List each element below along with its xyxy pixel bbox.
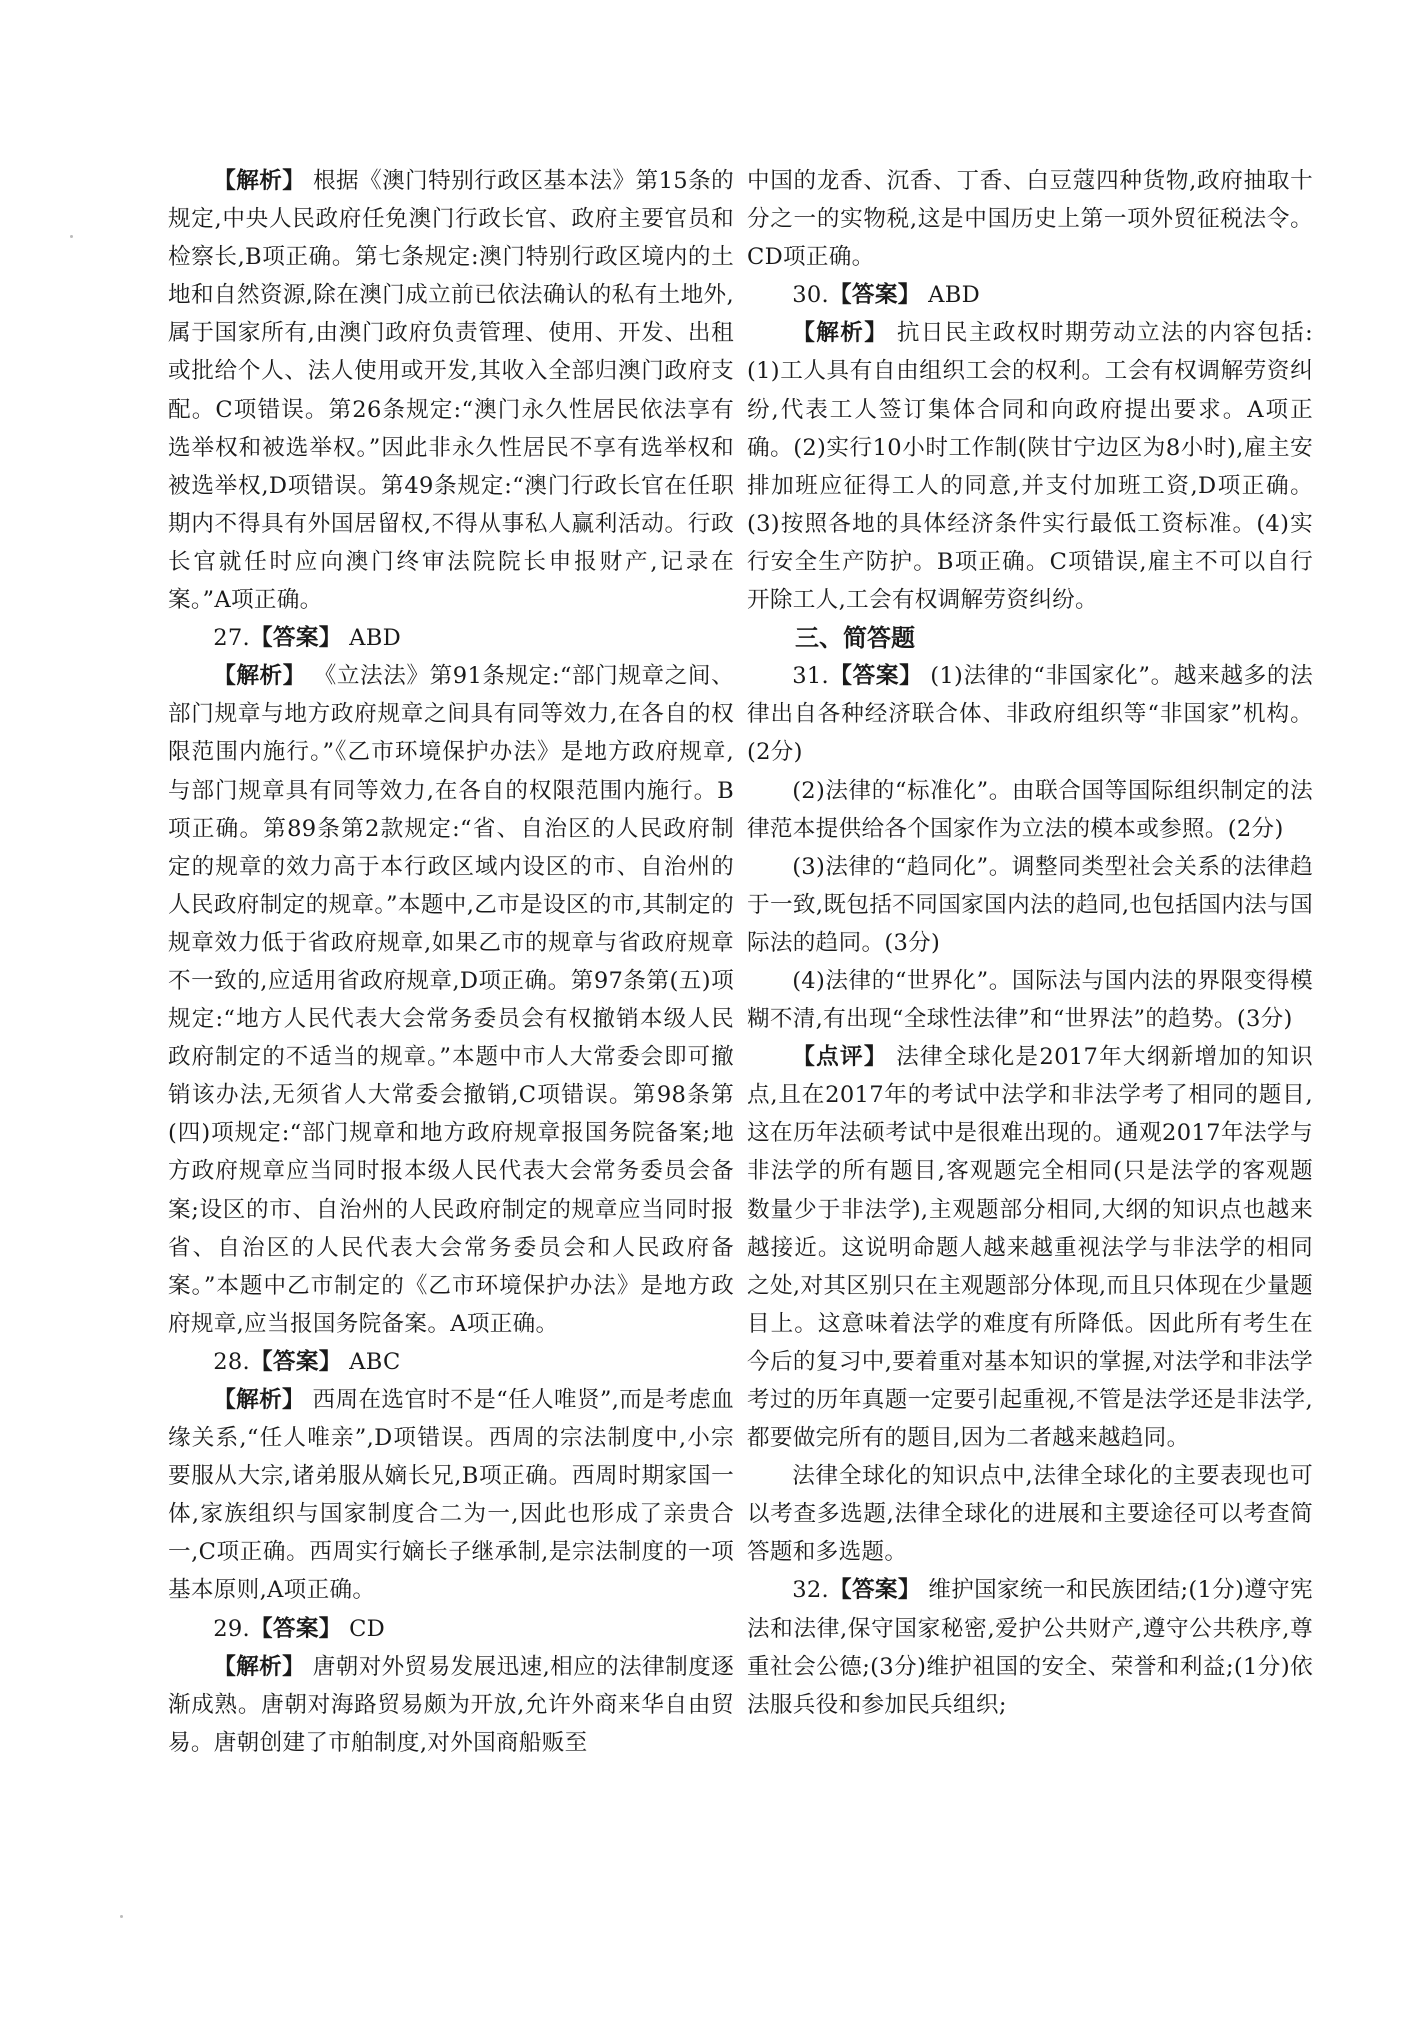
scan-speck <box>70 235 73 238</box>
section-tag: 【解析】 <box>792 320 889 347</box>
paragraph <box>168 162 734 619</box>
left-column <box>168 162 734 1762</box>
right-column <box>747 162 1313 1724</box>
question-number: 32. <box>792 1577 830 1604</box>
paragraph-text: 维护国家统一和民族团结;(1分)遵守宪法和法律,保守国家秘密,爱护公共财产,遵守公共秩序,尊重社会公德;(3分)维护祖国的安全、荣誉和利益;(1分)依法服兵役和参加民兵组织; <box>747 1577 1313 1718</box>
paragraph-text: 中国的龙香、沉香、丁香、白豆蔻四种货物,政府抽取十分之一的实物税,这是中国历史上第一项外贸征税法令。CD项正确。 <box>747 168 1313 271</box>
paragraph-text: 抗日民主政权时期劳动立法的内容包括:(1)工人具有自由组织工会的权利。工会有权调解劳资纠纷,代表工人签订集体合同和向政府提出要求。A项正确。(2)实行10小时工作制(陕甘宁边区为8小时),雇主安排加班应征得工人的同意,并支付加班工资,D项正确。(3)按照各地的具体经济条件实行最低工资标准。(4)实行安全生产防护。B项正确。C项错误,雇主不可以自行开除工人,工会有权调解劳资纠纷。 <box>747 320 1313 614</box>
section-tag: 【点评】 <box>792 1044 888 1071</box>
paragraph <box>747 772 1313 848</box>
section-tag: 【解析】 <box>213 168 306 194</box>
scan-speck <box>120 1915 123 1918</box>
paragraph <box>168 1648 734 1762</box>
answer-line <box>168 1343 734 1381</box>
paragraph <box>747 1038 1313 1457</box>
paragraph-text: (3)法律的“趋同化”。调整同类型社会关系的法律趋于一致,既包括不同国家国内法的趋同,也包括国内法与国际法的趋同。(3分) <box>747 853 1313 956</box>
section-tag: 【答案】 <box>829 663 923 690</box>
section-tag: 【答案】 <box>250 625 342 652</box>
answer-line <box>747 657 1313 771</box>
question-number: 28. <box>213 1348 251 1375</box>
paragraph <box>168 657 734 1343</box>
section-tag: 【答案】 <box>250 1348 342 1375</box>
section-tag: 【解析】 <box>213 1653 306 1680</box>
section-tag: 【答案】 <box>829 1577 921 1604</box>
paragraph <box>747 1457 1313 1571</box>
paragraph-text: CD <box>341 1615 386 1642</box>
paragraph <box>747 848 1313 962</box>
answer-line <box>747 276 1313 314</box>
paragraph-text: ABC <box>341 1348 401 1375</box>
paragraph-text: 根据《澳门特别行政区基本法》第15条的规定,中央人民政府任免澳门行政长官、政府主要官员和检察长,B项正确。第七条规定:澳门特别行政区境内的土地和自然资源,除在澳门成立前已依法确认的私有土地外,属于国家所有,由澳门政府负责管理、使用、开发、出租或批给个人、法人使用或开发,其收入全部归澳门政府支配。C项错误。第26条规定:“澳门永久性居民依法享有选举权和被选举权。”因此非永久性居民不享有选举权和被选举权,D项错误。第49条规定:“澳门行政长官在任职期内不得具有外国居留权,不得从事私人赢利活动。行政长官就任时应向澳门终审法院院长申报财产,记录在案。”A项正确。 <box>168 168 735 614</box>
question-number: 31. <box>792 663 830 690</box>
section-heading: 三、简答题 <box>795 624 915 653</box>
paragraph-text: (2)法律的“标准化”。由联合国等国际组织制定的法律范本提供给各个国家作为立法的模本或参照。(2分) <box>747 777 1313 842</box>
paragraph <box>168 1381 734 1610</box>
section-tag: 【解析】 <box>213 1387 306 1413</box>
paragraph-text: ABD <box>341 625 402 652</box>
paragraph-text: (1)法律的“非国家化”。越来越多的法律出自各种经济联合体、非政府组织等“非国家”机构。(2分) <box>747 663 1313 766</box>
paragraph-text: 《立法法》第91条规定:“部门规章之间、部门规章与地方政府规章之间具有同等效力,在各自的权限范围内施行。”《乙市环境保护办法》是地方政府规章,与部门规章具有同等效力,在各自的权限范围内施行。B项正确。第89条第2款规定:“省、自治区的人民政府制定的规章的效力高于本行政区域内设区的市、自治州的人民政府制定的规章。”本题中,乙市是设区的市,其制定的规章效力低于省政府规章,如果乙市的规章与省政府规章不一致的,应适用省政府规章,D项正确。第97条第(五)项规定:“地方人民代表大会常务委员会有权撤销本级人民政府制定的不适当的规章。”本题中市人大常委会即可撤销该办法,无须省人大常委会撤销,C项错误。第98条第(四)项规定:“部门规章和地方政府规章报国务院备案;地方政府规章应当同时报本级人民代表大会常务委员会备案;设区的市、自治州的人民政府制定的规章应当同时报省、自治区的人民代表大会常务委员会和人民政府备案。”本题中乙市制定的《乙市环境保护办法》是地方政府规章,应当报国务院备案。A项正确。 <box>168 663 734 1337</box>
paragraph-text: 法律全球化的知识点中,法律全球化的主要表现也可以考查多选题,法律全球化的进展和主要途径可以考查简答题和多选题。 <box>747 1463 1313 1566</box>
answer-line <box>747 1571 1313 1723</box>
paragraph-text: ABD <box>920 282 981 309</box>
section-tag: 【答案】 <box>250 1615 342 1642</box>
answer-line <box>168 619 734 657</box>
paragraph-text: 法律全球化是2017年大纲新增加的知识点,且在2017年的考试中法学和非法学考了相同的题目,这在历年法硕考试中是很难出现的。通观2017年法学与非法学的所有题目,客观题完全相同(只是法学的客观题数量少于非法学),主观题部分相同,大纲的知识点也越来越接近。这说明命题人越来越重视法学与非法学的相同之处,对其区别只在主观题部分体现,而且只体现在少量题目上。这意味着法学的难度有所降低。因此所有考生在今后的复习中,要着重对基本知识的掌握,对法学和非法学考过的历年真题一定要引起重视,不管是法学还是非法学,都要做完所有的题目,因为二者越来越趋同。 <box>747 1044 1314 1452</box>
question-number: 29. <box>213 1615 251 1642</box>
question-number: 27. <box>213 625 251 652</box>
paragraph <box>747 162 1313 276</box>
section-tag: 【答案】 <box>829 282 921 309</box>
section-tag: 【解析】 <box>213 663 306 690</box>
paragraph <box>747 314 1313 619</box>
paragraph-text: 唐朝对外贸易发展迅速,相应的法律制度逐渐成熟。唐朝对海路贸易颇为开放,允许外商来华自由贸易。唐朝创建了市舶制度,对外国商船贩至 <box>168 1653 734 1756</box>
paragraph-text: (4)法律的“世界化”。国际法与国内法的界限变得模糊不清,有出现“全球性法律”和“世界法”的趋势。(3分) <box>747 967 1313 1033</box>
paragraph <box>747 962 1313 1038</box>
question-number: 30. <box>792 282 830 309</box>
answer-line <box>168 1610 734 1648</box>
paragraph-text: 西周在选官时不是“任人唯贤”,而是考虑血缘关系,“任人唯亲”,D项错误。西周的宗法制度中,小宗要服从大宗,诸弟服从嫡长兄,B项正确。西周时期家国一体,家族组织与国家制度合二为一,因此也形成了亲贵合一,C项正确。西周实行嫡长子继承制,是宗法制度的一项基本原则,A项正确。 <box>168 1387 735 1604</box>
